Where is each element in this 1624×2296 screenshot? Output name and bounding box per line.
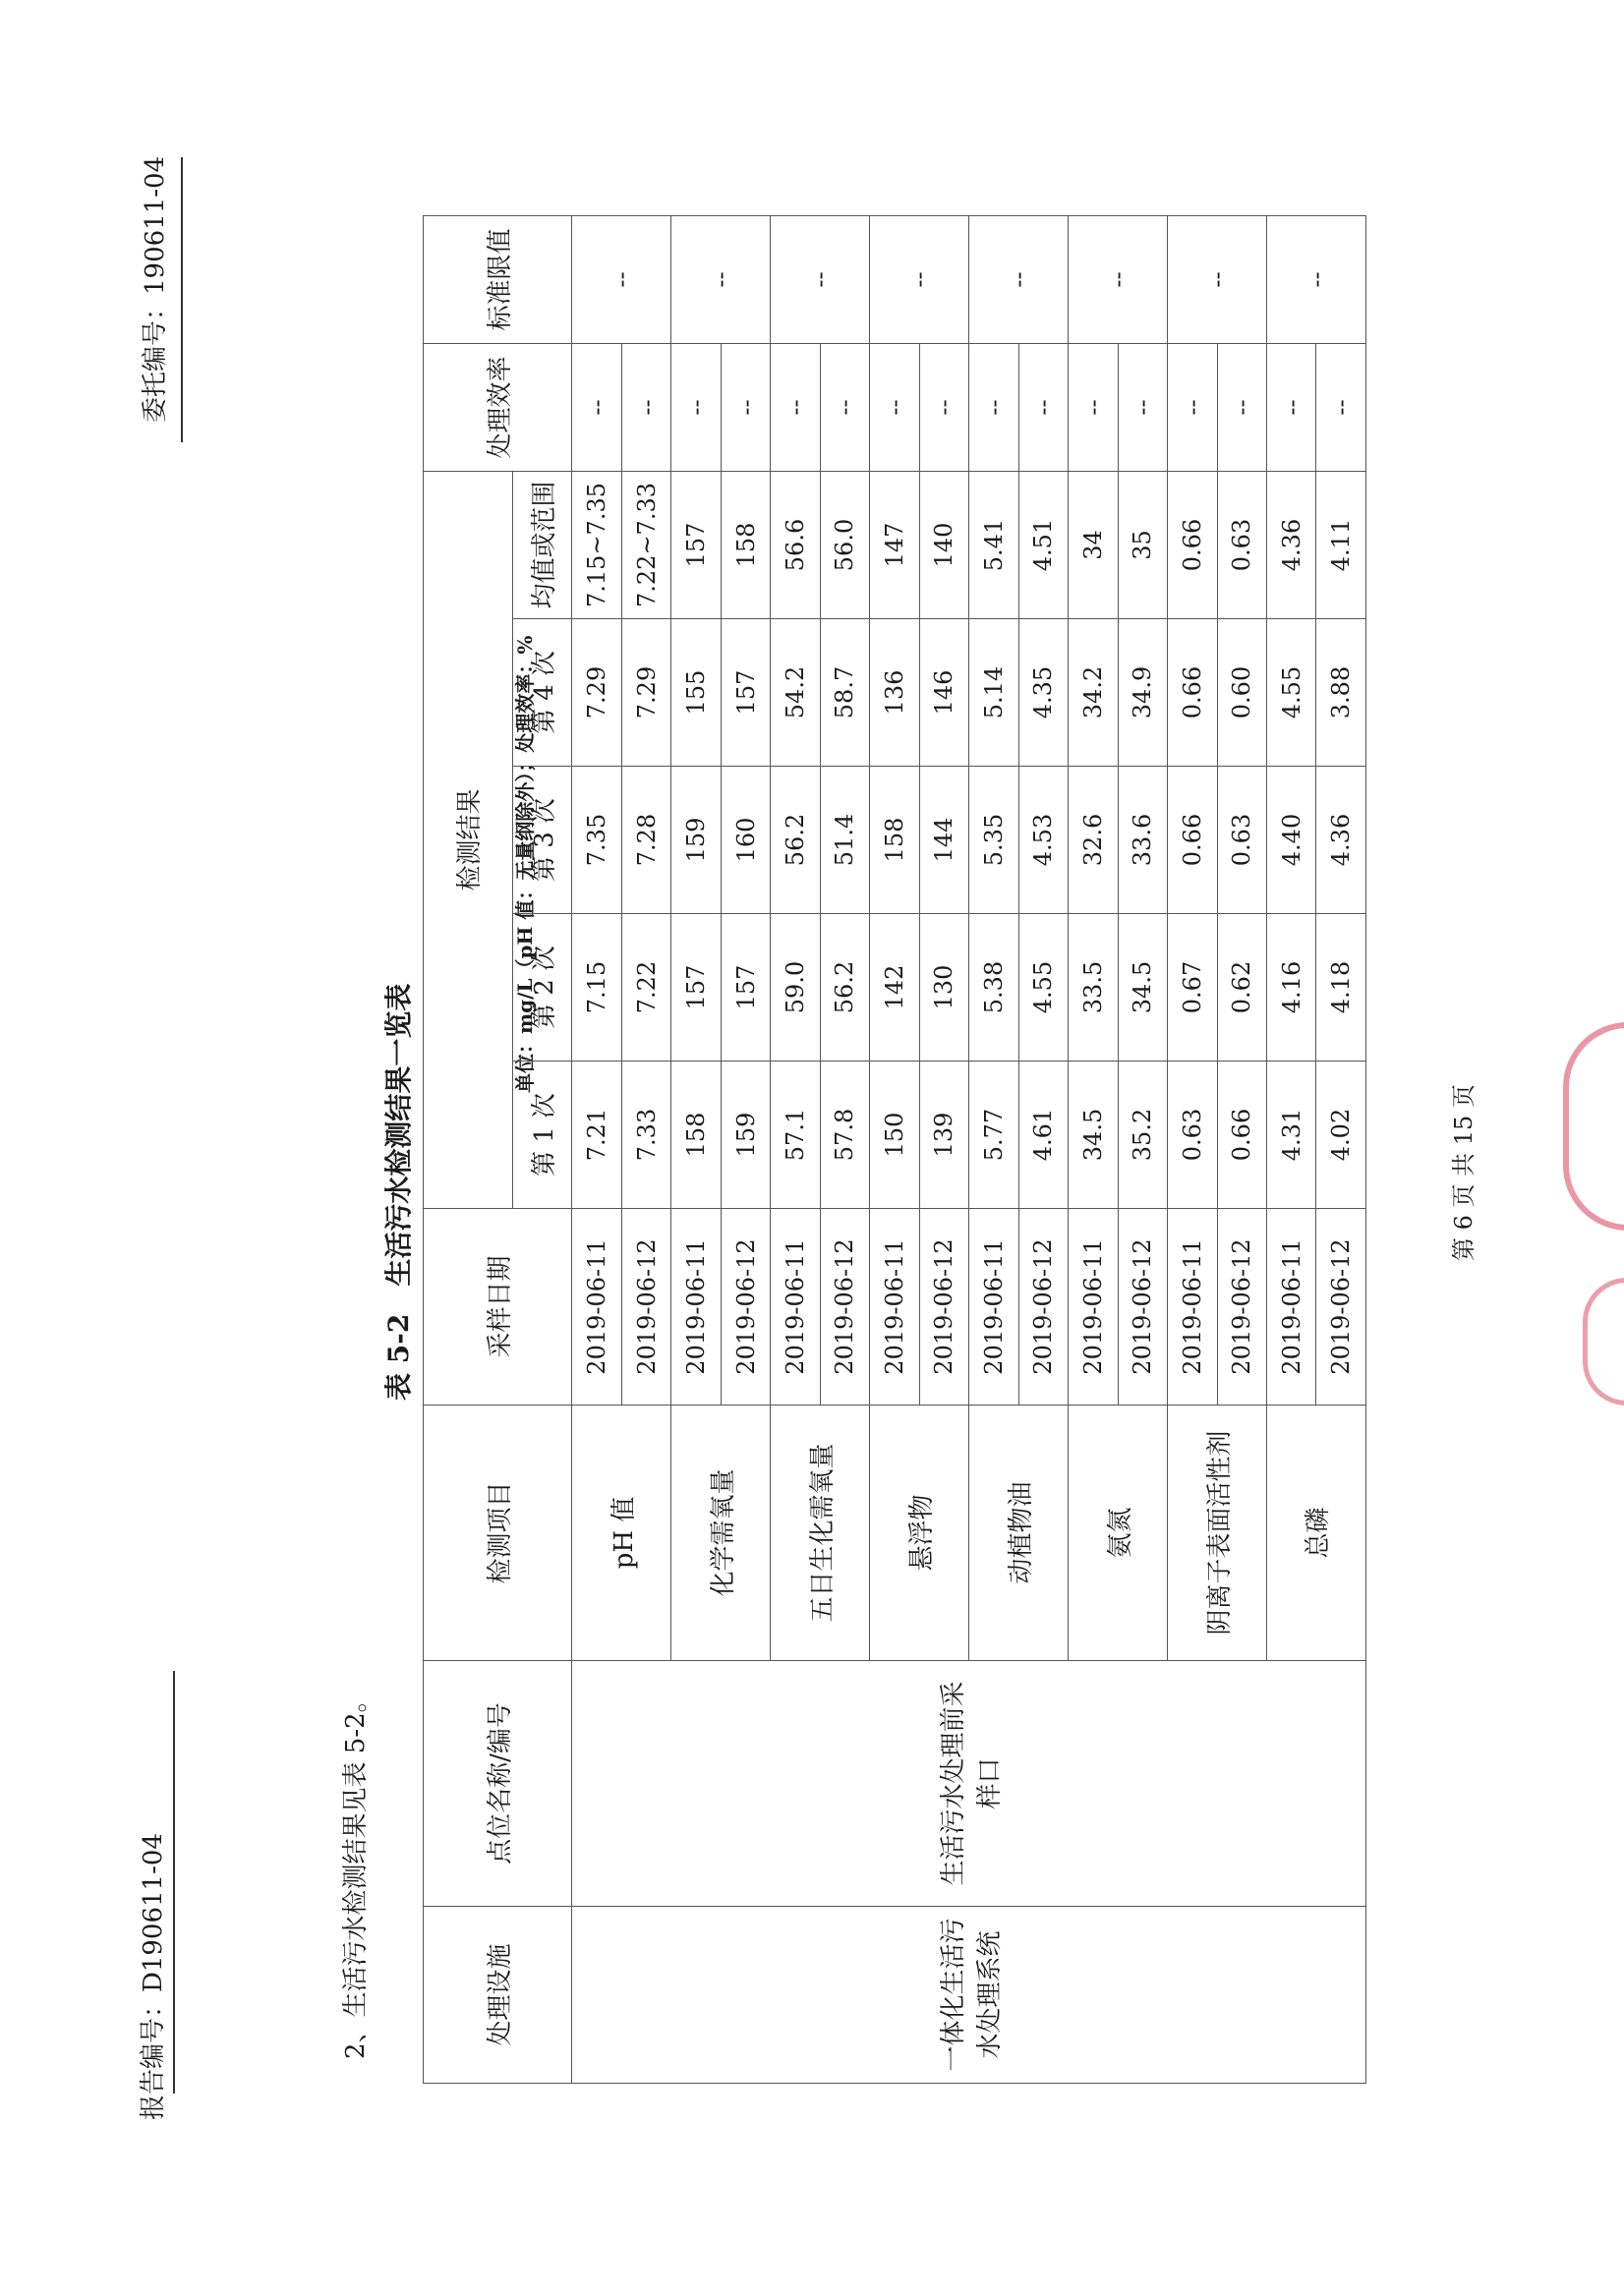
r4-cell: 54.2: [771, 619, 820, 767]
r4-cell: 136: [870, 619, 919, 767]
eff-cell: --: [1316, 343, 1366, 471]
header-site: 点位名称/编号: [424, 1661, 572, 1907]
eff-cell: --: [771, 343, 820, 471]
eff-cell: --: [820, 343, 869, 471]
avg-cell: 4.11: [1316, 471, 1366, 618]
avg-cell: 147: [870, 471, 919, 618]
item-cell: 氨氮: [1069, 1406, 1168, 1661]
r2-cell: 5.38: [969, 914, 1018, 1062]
unit-note: 单位：mg/L（pH 值：无量纲除外）；处理效率：%: [513, 635, 537, 1093]
r2-cell: 0.67: [1168, 914, 1217, 1062]
report-number-underline: [173, 1671, 175, 2094]
limit-cell: --: [671, 215, 771, 343]
r2-cell: 59.0: [771, 914, 820, 1062]
r3-cell: 4.36: [1316, 767, 1366, 914]
avg-cell: 158: [721, 471, 770, 618]
avg-cell: 35: [1118, 471, 1167, 618]
date-cell: 2019-06-12: [1217, 1209, 1266, 1406]
avg-cell: 5.41: [969, 471, 1018, 618]
r1-cell: 34.5: [1069, 1062, 1118, 1209]
header-r2: 第 2 次: [512, 914, 572, 1062]
r4-cell: 4.55: [1266, 619, 1315, 767]
avg-cell: 34: [1069, 471, 1118, 618]
date-cell: 2019-06-11: [572, 1209, 621, 1406]
table-caption: 表 5-2 生活污水检测结果一览表: [382, 983, 415, 1401]
r4-cell: 34.9: [1118, 619, 1167, 767]
eff-cell: --: [969, 343, 1018, 471]
r3-cell: 56.2: [771, 767, 820, 914]
avg-cell: 56.6: [771, 471, 820, 618]
date-cell: 2019-06-11: [1069, 1209, 1118, 1406]
r1-cell: 4.61: [1018, 1062, 1068, 1209]
r1-cell: 35.2: [1118, 1062, 1167, 1209]
commission-number: 委托编号：190611-04: [141, 155, 170, 423]
date-cell: 2019-06-11: [1266, 1209, 1315, 1406]
limit-cell: --: [969, 215, 1069, 343]
commission-number-underline: [181, 157, 183, 442]
limit-cell: --: [771, 215, 870, 343]
date-cell: 2019-06-12: [919, 1209, 968, 1406]
date-cell: 2019-06-12: [621, 1209, 670, 1406]
r1-cell: 139: [919, 1062, 968, 1209]
r4-cell: 3.88: [1316, 619, 1366, 767]
header-limit: 标准限值: [424, 215, 572, 343]
r4-cell: 157: [721, 619, 770, 767]
item-cell: 悬浮物: [870, 1406, 969, 1661]
avg-cell: 0.63: [1217, 471, 1266, 618]
header-efficiency: 处理效率: [424, 343, 572, 471]
eff-cell: --: [1217, 343, 1266, 471]
eff-cell: --: [1266, 343, 1315, 471]
limit-cell: --: [1069, 215, 1168, 343]
seal-stamp-fragment-2: [1583, 1278, 1624, 1406]
r3-cell: 33.6: [1118, 767, 1167, 914]
limit-cell: --: [870, 215, 969, 343]
r2-cell: 34.5: [1118, 914, 1167, 1062]
header-r4: 第 4 次: [512, 619, 572, 767]
r2-cell: 56.2: [820, 914, 869, 1062]
date-cell: 2019-06-11: [671, 1209, 721, 1406]
r2-cell: 33.5: [1069, 914, 1118, 1062]
limit-cell: --: [572, 215, 671, 343]
r4-cell: 146: [919, 619, 968, 767]
avg-cell: 4.51: [1018, 471, 1068, 618]
r2-cell: 7.22: [621, 914, 670, 1062]
header-item: 检测项目: [424, 1406, 572, 1661]
eff-cell: --: [721, 343, 770, 471]
r3-cell: 144: [919, 767, 968, 914]
item-cell: pH 值: [572, 1406, 671, 1661]
r2-cell: 7.15: [572, 914, 621, 1062]
r2-cell: 157: [671, 914, 721, 1062]
header-date: 采样日期: [424, 1209, 572, 1406]
r1-cell: 5.77: [969, 1062, 1018, 1209]
avg-cell: 140: [919, 471, 968, 618]
results-table: [423, 215, 1366, 2084]
avg-cell: 7.15~7.35: [572, 471, 621, 618]
date-cell: 2019-06-12: [1118, 1209, 1167, 1406]
date-cell: 2019-06-12: [820, 1209, 869, 1406]
r2-cell: 4.55: [1018, 914, 1068, 1062]
r4-cell: 5.14: [969, 619, 1018, 767]
r3-cell: 5.35: [969, 767, 1018, 914]
r4-cell: 0.60: [1217, 619, 1266, 767]
site-cell: 生活污水处理前采样口: [572, 1661, 1366, 1907]
avg-cell: 0.66: [1168, 471, 1217, 618]
r4-cell: 4.35: [1018, 619, 1068, 767]
date-cell: 2019-06-11: [1168, 1209, 1217, 1406]
r1-cell: 150: [870, 1062, 919, 1209]
seal-stamp-fragment: [1563, 1022, 1624, 1231]
r1-cell: 4.02: [1316, 1062, 1366, 1209]
date-cell: 2019-06-12: [1316, 1209, 1366, 1406]
eff-cell: --: [1118, 343, 1167, 471]
avg-cell: 157: [671, 471, 721, 618]
date-cell: 2019-06-12: [721, 1209, 770, 1406]
r3-cell: 51.4: [820, 767, 869, 914]
date-cell: 2019-06-11: [771, 1209, 820, 1406]
r3-cell: 4.40: [1266, 767, 1315, 914]
limit-cell: --: [1168, 215, 1267, 343]
facility-cell: 一体化生活污水处理系统: [572, 1907, 1366, 2084]
r1-cell: 4.31: [1266, 1062, 1315, 1209]
date-cell: 2019-06-12: [1018, 1209, 1068, 1406]
date-cell: 2019-06-11: [870, 1209, 919, 1406]
r1-cell: 7.21: [572, 1062, 621, 1209]
page-number: 第 6 页 共 15 页: [1450, 1084, 1478, 1261]
r4-cell: 155: [671, 619, 721, 767]
eff-cell: --: [870, 343, 919, 471]
r2-cell: 130: [919, 914, 968, 1062]
r3-cell: 7.35: [572, 767, 621, 914]
eff-cell: --: [1069, 343, 1118, 471]
eff-cell: --: [671, 343, 721, 471]
header-avg: 均值或范围: [512, 471, 572, 618]
r1-cell: 57.8: [820, 1062, 869, 1209]
r1-cell: 0.63: [1168, 1062, 1217, 1209]
r4-cell: 0.66: [1168, 619, 1217, 767]
table-row: [572, 215, 621, 2083]
r1-cell: 159: [721, 1062, 770, 1209]
r2-cell: 4.18: [1316, 914, 1366, 1062]
item-cell: 阴离子表面活性剂: [1168, 1406, 1267, 1661]
date-cell: 2019-06-11: [969, 1209, 1018, 1406]
r1-cell: 7.33: [621, 1062, 670, 1209]
r3-cell: 0.63: [1217, 767, 1266, 914]
r3-cell: 160: [721, 767, 770, 914]
eff-cell: --: [572, 343, 621, 471]
item-cell: 五日生化需氧量: [771, 1406, 870, 1661]
header-facility: 处理设施: [424, 1907, 572, 2084]
r3-cell: 7.28: [621, 767, 670, 914]
eff-cell: --: [621, 343, 670, 471]
r3-cell: 4.53: [1018, 767, 1068, 914]
avg-cell: 7.22~7.33: [621, 471, 670, 618]
header-results: 检测结果: [424, 471, 513, 1208]
header-r1: 第 1 次: [512, 1062, 572, 1209]
r2-cell: 157: [721, 914, 770, 1062]
r2-cell: 142: [870, 914, 919, 1062]
r3-cell: 32.6: [1069, 767, 1118, 914]
r4-cell: 34.2: [1069, 619, 1118, 767]
header-r3: 第 3 次: [512, 767, 572, 914]
r1-cell: 57.1: [771, 1062, 820, 1209]
report-number: 报告编号：D190611-04: [139, 1833, 168, 2120]
r4-cell: 7.29: [572, 619, 621, 767]
avg-cell: 56.0: [820, 471, 869, 618]
r2-cell: 4.16: [1266, 914, 1315, 1062]
item-cell: 化学需氧量: [671, 1406, 771, 1661]
eff-cell: --: [1168, 343, 1217, 471]
avg-cell: 4.36: [1266, 471, 1315, 618]
r3-cell: 158: [870, 767, 919, 914]
r3-cell: 159: [671, 767, 721, 914]
item-cell: 动植物油: [969, 1406, 1069, 1661]
r4-cell: 58.7: [820, 619, 869, 767]
intro-text: 2、生活污水检测结果见表 5-2。: [341, 1687, 371, 2059]
eff-cell: --: [919, 343, 968, 471]
r3-cell: 0.66: [1168, 767, 1217, 914]
item-cell: 总磷: [1266, 1406, 1365, 1661]
limit-cell: --: [1266, 215, 1365, 343]
r2-cell: 0.62: [1217, 914, 1266, 1062]
r4-cell: 7.29: [621, 619, 670, 767]
r1-cell: 0.66: [1217, 1062, 1266, 1209]
r1-cell: 158: [671, 1062, 721, 1209]
results-table-wrapper: [423, 147, 1366, 2084]
eff-cell: --: [1018, 343, 1068, 471]
